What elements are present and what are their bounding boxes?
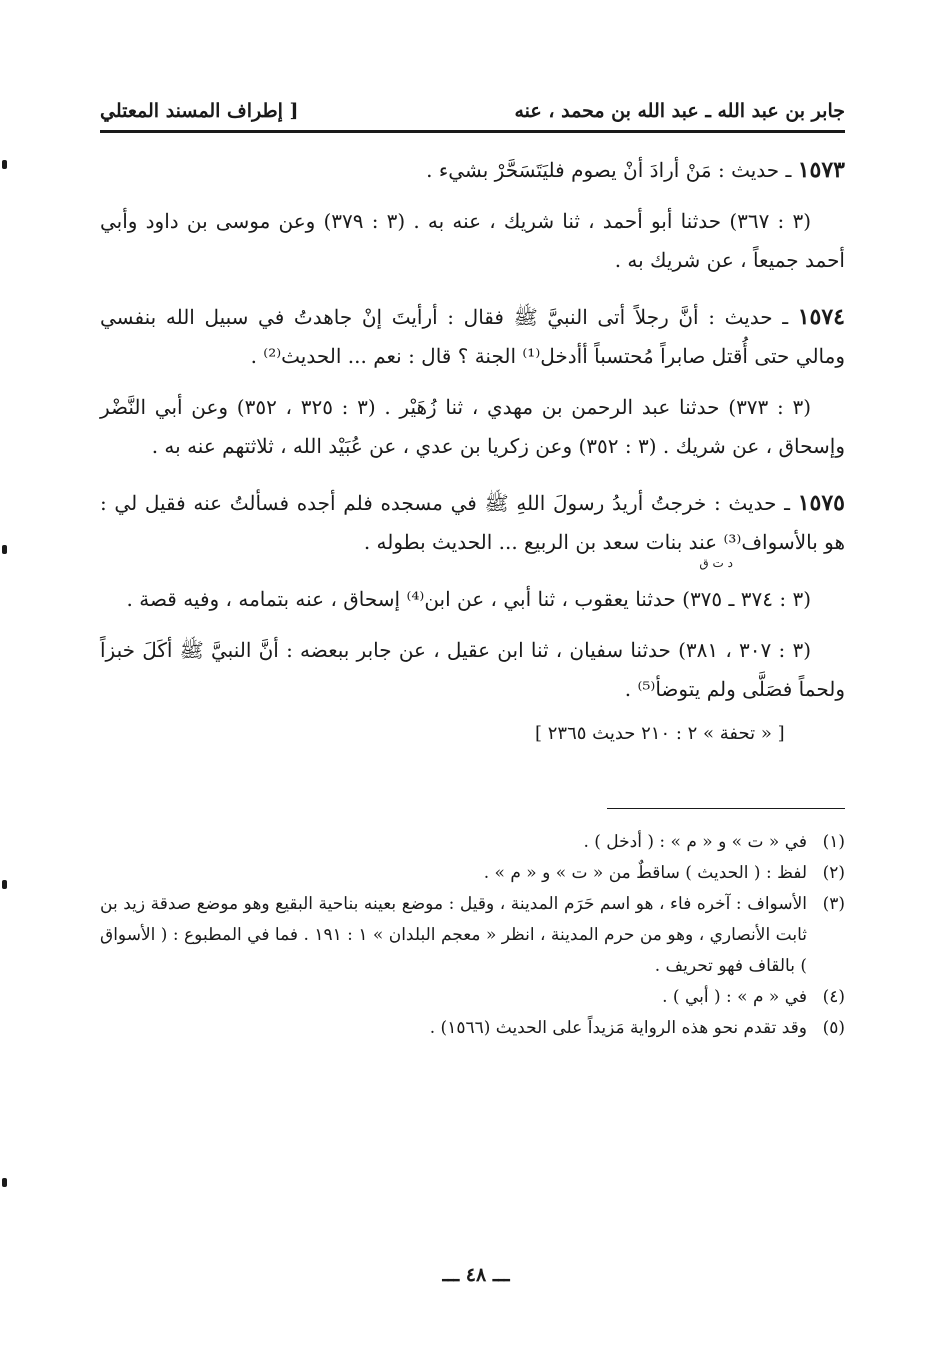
scan-mark — [2, 160, 7, 169]
page-number: ـــ ٤٨ ـــ — [442, 1264, 510, 1286]
hadith-text: ـ حديث : خرجتُ أريدُ رسولَ اللهِ ﷺ في مسجده فلم أجده فسألتُ عنه فقيل لي : هو بالأسواف⁽³⁾ عند بنات سعد بن الربيع ... الحديث بطوله . — [100, 491, 845, 554]
footnote-text: في « م » : ( أبي ) . — [662, 987, 807, 1007]
page-content — [100, 100, 845, 1044]
footnote-number: (٤) — [822, 987, 845, 1007]
footnote-text: الأسواف : آخره فاء ، هو اسم حَرَم المدينة ، وقيل : موضع بعينه بناحية البقيع وهو موضع صدقة زيد بن ثابت الأنصاري ، وهو من حرم المدينة ، انظر « معجم البلدان » ١ : ١٩١ . فما في المطبوع : ( الأسواق ) بالقاف فهو تحريف . — [100, 894, 807, 976]
source-sigla: د ت ق — [699, 556, 733, 570]
footnote-text: في « ت » و « م » : ( أدخل ) . — [583, 832, 807, 852]
scan-mark — [2, 1178, 7, 1187]
hadith-text: ـ حديث : مَنْ أرادَ أنْ يصوم فليَتَسَحَّرْ بشيء . — [426, 158, 798, 182]
hadith-1575-reference-1: (٣ : ٣٧٤ ـ ٣٧٥) حدثنا يعقوب ، ثنا أبي ، عن ابن⁽⁴⁾ إسحاق ، عنه بتمامه ، وفيه قصة . — [126, 587, 811, 611]
tuhfa-reference: [ « تحفة » ٢ : ٢١٠ حديث ٢٣٦٥ ] — [535, 723, 785, 744]
footnote-number: (٣) — [822, 894, 845, 914]
hadith-1574 — [100, 298, 845, 376]
hadith-1575-reference-2: (٣ : ٣٠٧ ، ٣٨١) حدثنا سفيان ، ثنا ابن عقيل ، عن جابر ببعضه : أنَّ النبيَّ ﷺ أكَلَ خبزاً ولحماً فصَلَّى ولم يتوضأ⁽⁵⁾ . — [100, 638, 845, 701]
hadith-number: ١٥٧٤ — [797, 304, 845, 330]
hadith-1573-references: (٣ : ٣٦٧) حدثنا أبو أحمد ، ثنا شريك ، عنه به . (٣ : ٣٧٩) وعن موسى بن داود وأبي أحمد جميعاً ، عن شريك به . — [100, 209, 845, 272]
hadith-1573 — [100, 151, 845, 190]
hadith-text: ـ حديث : أنَّ رجلاً أتى النبيَّ ﷺ فقال : أرأيتَ إنْ جاهدتُ في سبيل الله بنفسي ومالي حتى أُقتل صابراً مُحتسباً أأدخل⁽¹⁾ الجنة ؟ قال : نعم ... الحديث⁽²⁾ . — [100, 305, 845, 368]
hadith-1574-references: (٣ : ٣٧٣) حدثنا عبد الرحمن بن مهدي ، ثنا زُهَيْر . (٣ : ٣٢٥ ، ٣٥٢) وعن أبي النَّضْر وإسحاق ، عن شريك . (٣ : ٣٥٢) وعن زكريا بن عدي ، عن عُبَيْد الله ، ثلاثتهم عنه به . — [100, 395, 845, 458]
footnote-number: (١) — [822, 832, 845, 852]
header-book-title: [ إطراف المسند المعتلي — [100, 100, 299, 122]
footnote-text: وقد تقدم نحو هذه الرواية مَزيداً على الحديث (١٥٦٦) . — [429, 1018, 807, 1038]
scan-mark — [2, 880, 7, 889]
footnote-text: لفظ : ( الحديث ) ساقطٌ من « ت » و « م » . — [483, 863, 807, 883]
footnote-divider — [607, 808, 845, 809]
footnote — [100, 858, 845, 889]
footnote — [100, 1013, 845, 1044]
hadith-number: ١٥٧٥ — [797, 490, 845, 516]
footnote — [100, 982, 845, 1013]
scan-mark — [2, 545, 7, 554]
footnote-number: (٢) — [822, 863, 845, 883]
footnotes — [100, 827, 845, 1044]
hadith-number: ١٥٧٣ — [797, 157, 845, 183]
header-title: جابر بن عبد الله ـ عبد الله بن محمد ، عنه — [514, 100, 845, 122]
running-header — [100, 100, 845, 133]
footnote — [100, 889, 845, 982]
footnote-number: (٥) — [822, 1018, 845, 1038]
hadith-1575 — [100, 484, 845, 568]
footnote — [100, 827, 845, 858]
